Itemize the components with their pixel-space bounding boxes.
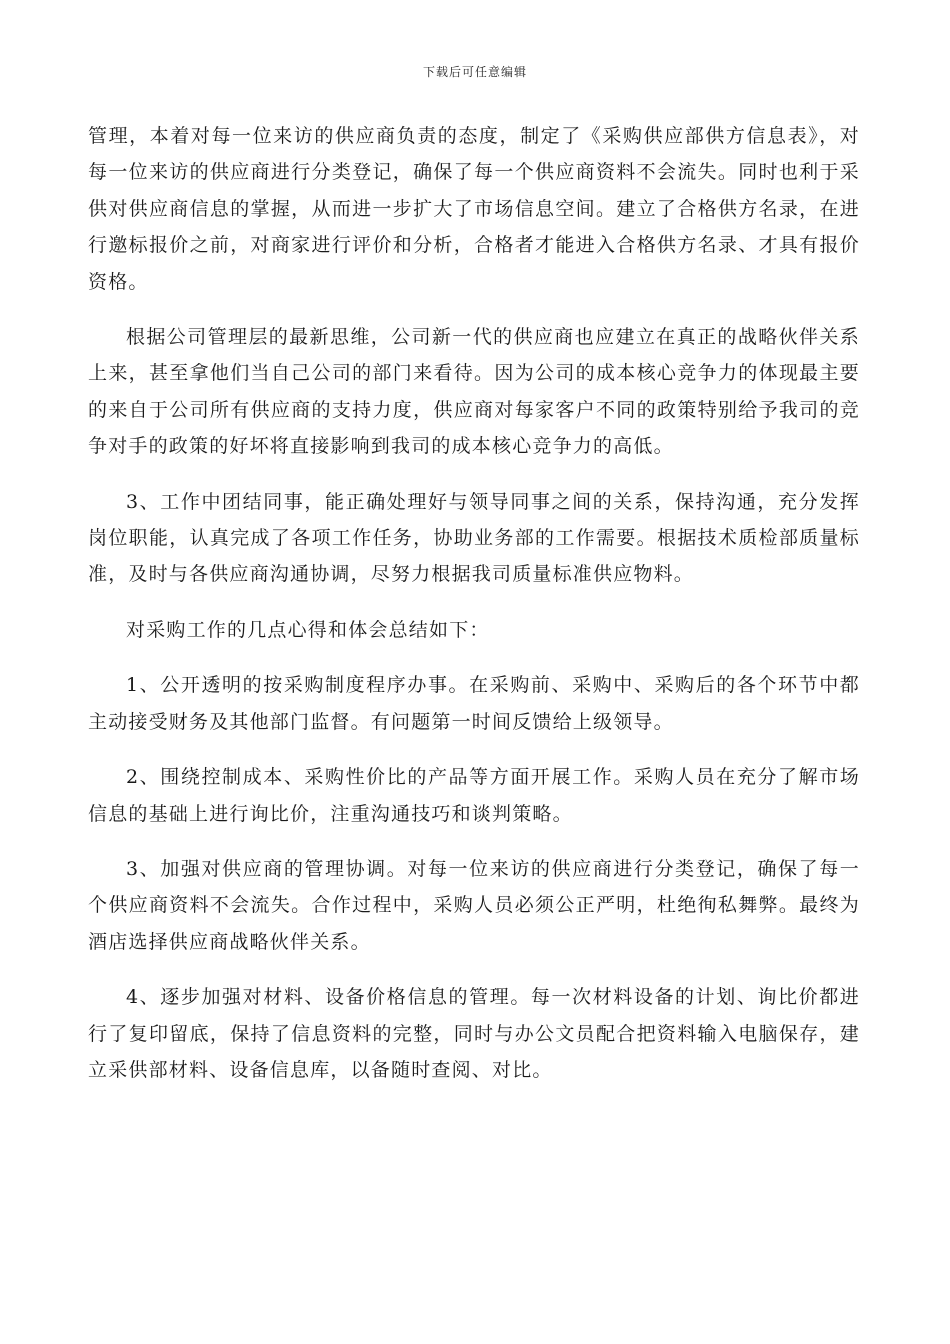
paragraph-point-1: 1、公开透明的按采购制度程序办事。在采购前、采购中、采购后的各个环节中都主动接受财务及其他部门监督。有问题第一时间反馈给上级领导。 <box>88 674 860 733</box>
paragraph-continued: 管理，本着对每一位来访的供应商负责的态度，制定了《采购供应部供方信息表》，对每一位来访的供应商进行分类登记，确保了每一个供应商资料不会流失。同时也利于采供对供应商信息的掌握，从而进一步扩大了市场信息空间。建立了合格供方名录，在进行邀标报价之前，对商家进行评价和分析，合格者才能进入合格供方名录、才具有报价资格。 <box>88 125 860 293</box>
paragraph-summary-intro: 对采购工作的几点心得和体会总结如下： <box>126 618 490 641</box>
paragraph-item-3-teamwork: 3、工作中团结同事，能正确处理好与领导同事之间的关系，保持沟通，充分发挥岗位职能，认真完成了各项工作任务，协助业务部的工作需要。根据技术质检部质量标准，及时与各供应商沟通协调，尽努力根据我司质量标准供应物料。 <box>88 490 860 586</box>
paragraph-point-3: 3、加强对供应商的管理协调。对每一位来访的供应商进行分类登记，确保了每一个供应商资料不会流失。合作过程中，采购人员必须公正严明，杜绝徇私舞弊。最终为酒店选择供应商战略伙伴关系。 <box>88 857 860 953</box>
paragraph-strategy: 根据公司管理层的最新思维，公司新一代的供应商也应建立在真正的战略伙伴关系上来，甚至拿他们当自己公司的部门来看待。因为公司的成本核心竞争力的体现最主要的来自于公司所有供应商的支持力度，供应商对每家客户不同的政策特别给予我司的竞争对手的政策的好坏将直接影响到我司的成本核心竞争力的高低。 <box>88 326 860 458</box>
page-header: 下载后可任意编辑 <box>422 65 527 79</box>
paragraph-point-4: 4、逐步加强对材料、设备价格信息的管理。每一次材料设备的计划、询比价都进行了复印留底，保持了信息资料的完整，同时与办公文员配合把资料输入电脑保存，建立采供部材料、设备信息库，以备随时查阅、对比。 <box>88 986 860 1081</box>
paragraph-point-2: 2、围绕控制成本、采购性价比的产品等方面开展工作。采购人员在充分了解市场信息的基础上进行询比价，注重沟通技巧和谈判策略。 <box>88 766 860 825</box>
document-body <box>88 118 860 1088</box>
